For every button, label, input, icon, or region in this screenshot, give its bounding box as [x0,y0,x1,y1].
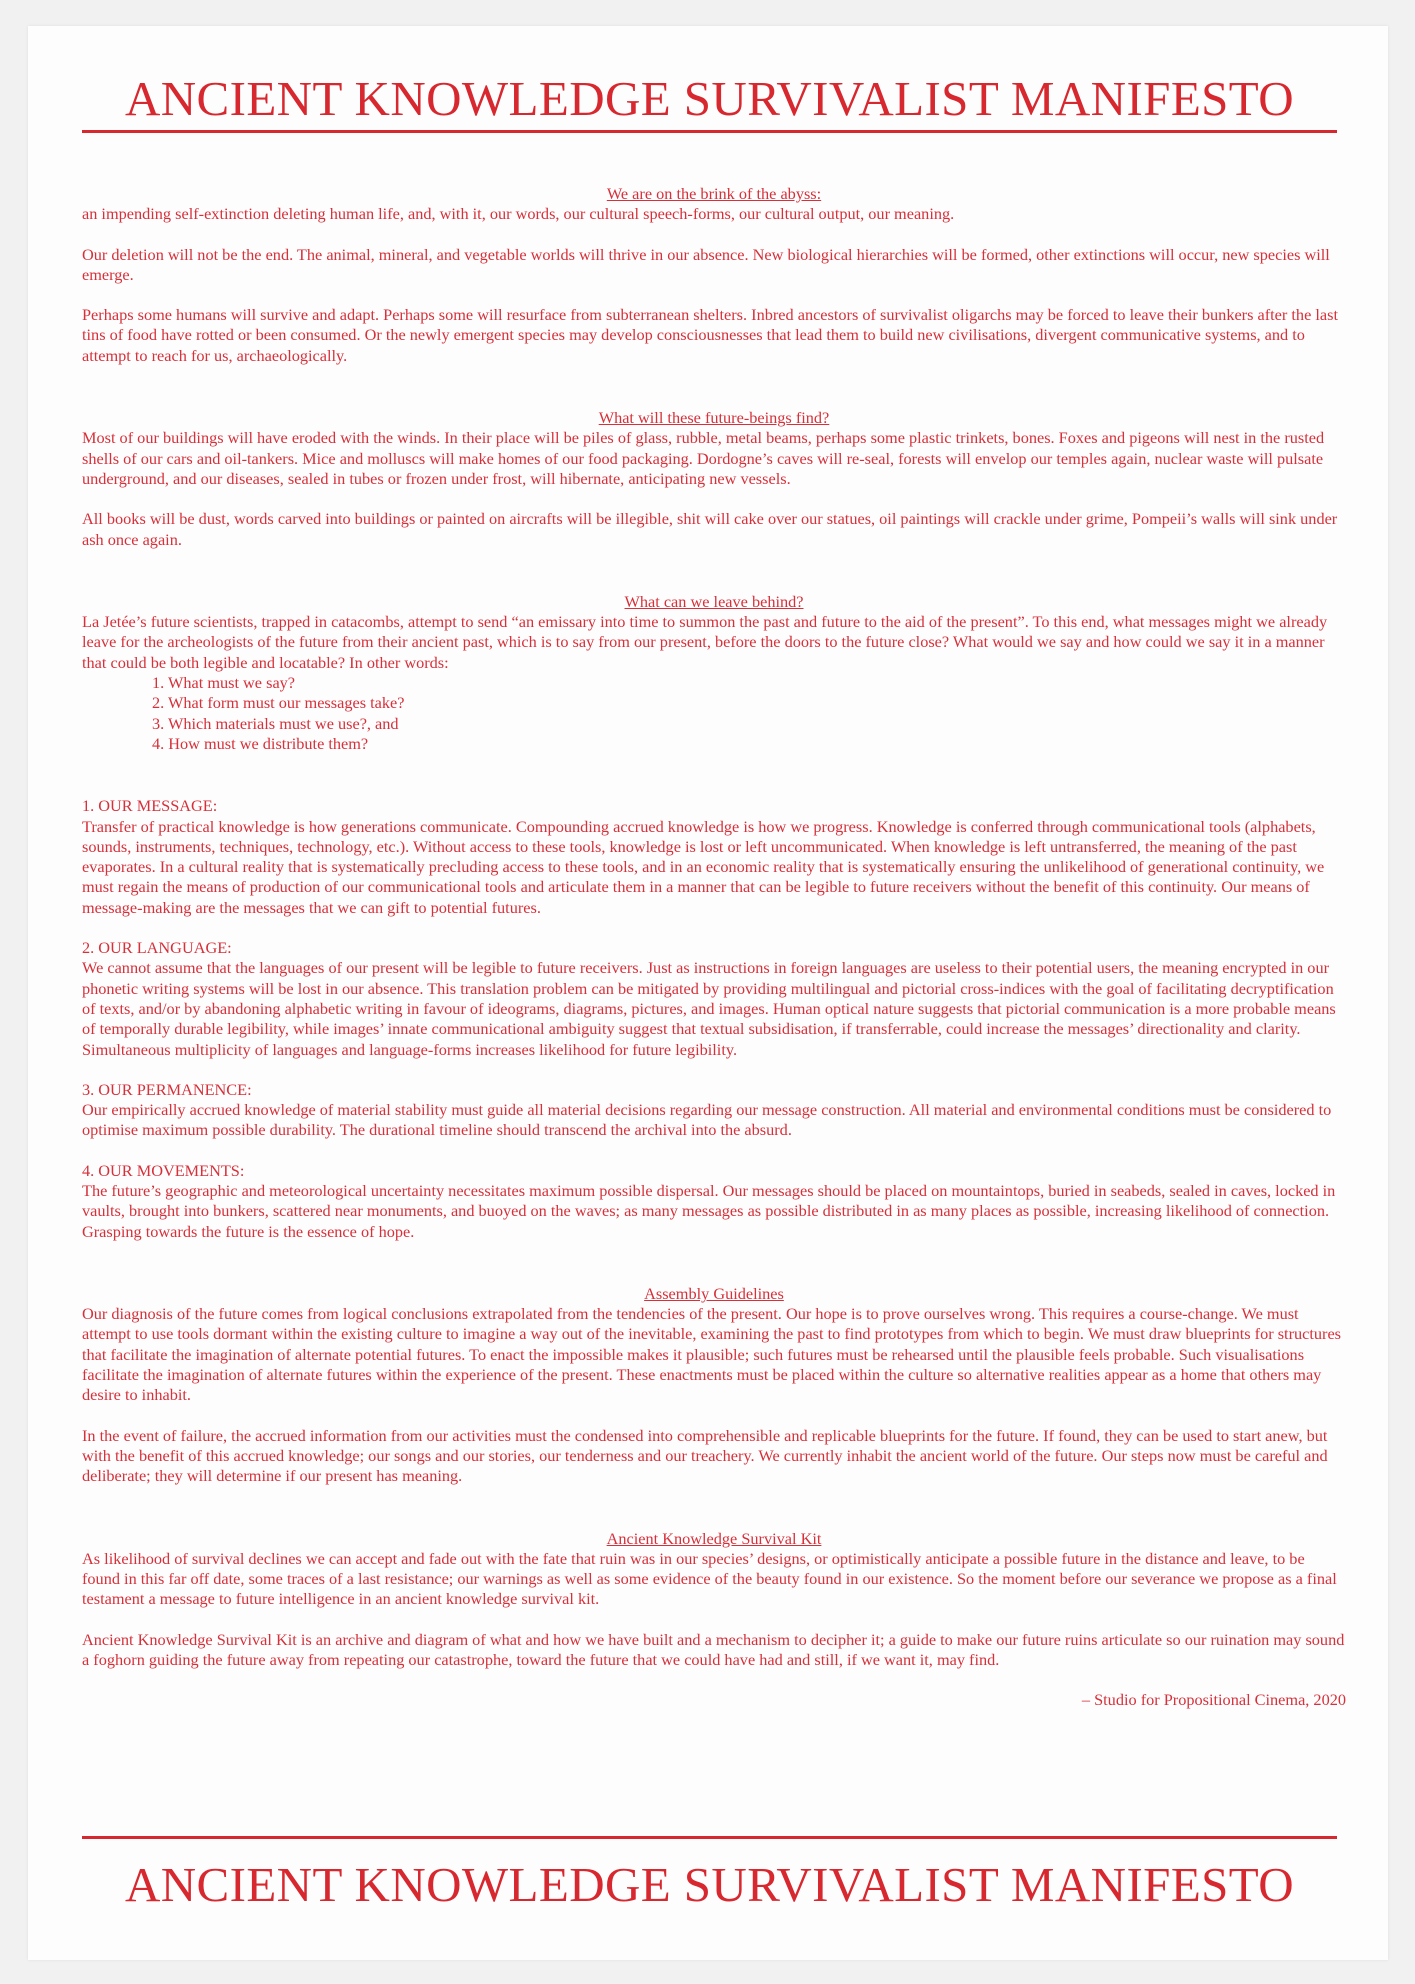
section-text-message: Transfer of practical knowledge is how generations communicate. Compounding accrued knowledge is how we progress. Knowledge is conferred through communicational tools (alphabets, sounds, instruments, techniques, technology, etc.). Without access to these tools, knowledge is lost or left uncommunicated. When knowledge is left untransferred, the meaning of the past evaporates. In a cultural reality that is systematically precluding access to these tools, and in an economic reality that is systematically ensuring the unlikelihood of generational continuity, we must regain the means of production of our communicational tools and articulate them in a manner that can be legible to future receivers without the benefit of this continuity. Our means of message-making are the messages that we can gift to potential futures. [82,816,1325,917]
signature: – Studio for Propositional Cinema, 2020 [1081,1690,1346,1710]
kit-heading: Ancient Knowledge Survival Kit [606,1528,822,1548]
manifesto-body [82,184,1346,1711]
question-item: 2. What form must our messages take? [152,693,405,713]
section-text-language: We cannot assume that the languages of our present will be legible to future receivers. Just as instructions in foreign languages are useless to their potential users, the meaning encrypted in our phonetic writing systems will be lost in our absence. This translation problem can be mitigated by providing multilingual and pictorial cross-indices with the goal of facilitating decryptification of texts, and/or by abandoning alphabetic writing in favour of ideograms, diagrams, pictures, and images. Human optical nature suggests that pictorial communication is a more probable means of temporally durable legibility, while images’ innate communicational ambiguity suggest that textual subsidisation, if transferrable, could increase the messages’ directionality and clarity. Simultaneous multiplicity of languages and language-forms increases likelihood for future legibility. [82,958,1336,1059]
kit-paragraph-2: Ancient Knowledge Survival Kit is an archive and diagram of what and how we have built and a mechanism to decipher it; a guide to make our future ruins articulate so our ruination may sound a foghorn guiding the future away from repeating our catastrophe, toward the future that we could have had and still, if we want it, may find. [82,1629,1345,1670]
title-rule-bottom [82,1836,1337,1839]
assembly-heading: Assembly Guidelines [644,1283,784,1303]
page-title-bottom: ANCIENT KNOWLEDGE SURVIVALIST MANIFESTO [124,1857,1295,1912]
intro-heading: We are on the brink of the abyss: [606,184,822,203]
manifesto-sheet [28,26,1388,1960]
kit-paragraph-1: As likelihood of survival declines we can accept and fade out with the fate that ruin was in our species’ designs, or optimistically anticipate a possible future in the distance and leave, to be found in this far off date, some traces of a last resistance; our warnings as well as some evidence of the beauty found in our existence. So the moment before our severance we propose as a final testament a message to future intelligence in an ancient knowledge survival kit. [82,1548,1337,1609]
question-item: 1. What must we say? [152,673,296,693]
title-rule-top [82,130,1337,133]
section-title-permanence: 3. OUR PERMANENCE: [82,1079,252,1099]
assembly-paragraph-2: In the event of failure, the accrued information from our activities must the condensed into comprehensible and replicable blueprints for the future. If found, they can be used to start anew, but with the benefit of this accrued knowledge; our songs and our stories, our tenderness and our treachery. We currently inhabit the ancient world of the future. Our steps now must be careful and deliberate; they will determine if our present has meaning. [82,1425,1328,1486]
leave-behind-heading: What can we leave behind? [624,591,804,611]
section-text-permanence: Our empirically accrued knowledge of material stability must guide all material decisions regarding our message construction. All material and environmental conditions must be considered to optimise maximum possible durability. The durational timeline should transcend the archival into the absurd. [82,1100,1332,1140]
question-item: 4. How must we distribute them? [152,733,369,753]
page-title-top: ANCIENT KNOWLEDGE SURVIVALIST MANIFESTO [124,71,1295,126]
section-title-movements: 4. OUR MOVEMENTS: [82,1160,245,1180]
questions-list [82,673,1346,754]
future-beings-paragraph-1: Most of our buildings will have eroded with the winds. In their place will be piles of glass, rubble, metal beams, perhaps some plastic trinkets, bones. Foxes and pigeons will nest in the rusted shells of our cars and oil-tankers. Mice and molluscs will make homes of our food packaging. Dordogne’s caves will re-seal, forests will envelop our temples again, nuclear waste will pulsate underground, and our diseases, sealed in tubes or frozen under frost, will hibernate, anticipating new vessels. [82,428,1325,488]
intro-paragraph-2: Our deletion will not be the end. The animal, mineral, and vegetable worlds will thrive in our absence. New biological hierarchies will be formed, other extinctions will occur, new species will emerge. [82,244,1330,284]
section-title-message: 1. OUR MESSAGE: [82,796,218,816]
intro-paragraph-3: Perhaps some humans will survive and adapt. Perhaps some will resurface from subterranean shelters. Inbred ancestors of survivalist oligarchs may be forced to leave their bunkers after the last tins of food have rotted or been consumed. Or the newly emergent species may develop consciousnesses that lead them to build new civilisations, divergent communicative systems, and to attempt to reach for us, archaeologically. [82,305,1338,365]
section-text-movements: The future’s geographic and meteorological uncertainty necessitates maximum possible dispersal. Our messages should be placed on mountaintops, buried in seabeds, sealed in caves, locked in vaults, brought into bunkers, scattered near monuments, and buoyed on the waves; as many messages as possible distributed in as many places as possible, increasing likelihood of connection. Grasping towards the future is the essence of hope. [82,1180,1336,1241]
section-title-language: 2. OUR LANGUAGE: [82,938,232,958]
leave-behind-paragraph: La Jetée’s future scientists, trapped in catacombs, attempt to send “an emissary into time to summon the past and future to the aid of the present”. To this end, what messages might we already leave for the archeologists of the future from their ancient past, which is to say from our present, before the doors to the future close? What would we say and how could we say it in a manner that could be both legible and locatable? In other words: [82,612,1328,672]
question-item: 3. Which materials must we use?, and [152,713,399,733]
future-beings-paragraph-2: All books will be dust, words carved into buildings or painted on aircrafts will be illegible, shit will cake over our statues, oil paintings will crackle under grime, Pompeii’s walls will sink under ash once again. [82,509,1338,549]
assembly-paragraph-1: Our diagnosis of the future comes from logical conclusions extrapolated from the tendencies of the present. Our hope is to prove ourselves wrong. This requires a course-change. We must attempt to use tools dormant within the existing culture to imagine a way out of the inevitable, examining the past to find prototypes from which to begin. We must draw blueprints for structures that facilitate the imagination of alternate potential futures. To enact the impossible makes it plausible; such futures must be rehearsed until the plausible feels probable. Such visualisations facilitate the imagination of alternate futures within the experience of the present. These enactments must be placed within the culture so alternative realities appear as a home that others may desire to inhabit. [82,1304,1342,1405]
future-beings-heading: What will these future-beings find? [598,408,830,428]
intro-paragraph-1: an impending self-extinction deleting human life, and, with it, our words, our cultural speech-forms, our cultural output, our meaning. [82,204,955,224]
